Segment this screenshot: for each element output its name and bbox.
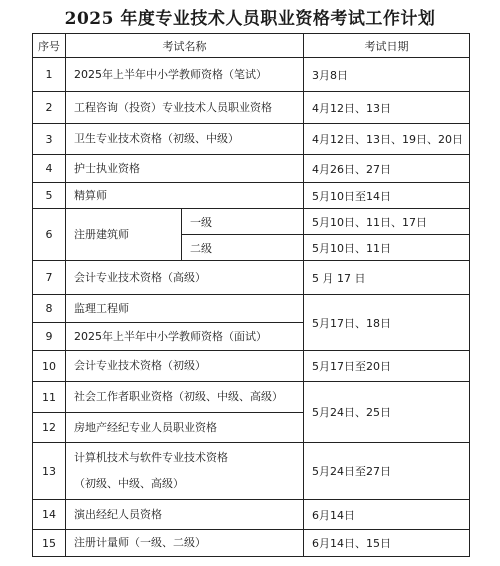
- exam-name: 护士执业资格: [66, 155, 304, 183]
- header-no: 序号: [33, 34, 66, 58]
- exam-date: 5月24日至27日: [304, 443, 470, 500]
- table-row: [33, 155, 470, 183]
- exam-level: 一级: [182, 209, 304, 235]
- table-row: [33, 92, 470, 124]
- row-no: 12: [33, 413, 66, 443]
- exam-date: 4月12日、13日、19日、20日: [304, 124, 470, 155]
- table-row: [33, 183, 470, 209]
- table-row: [33, 530, 470, 557]
- exam-level: 二级: [182, 235, 304, 261]
- exam-name-line: 计算机技术与软件专业技术资格: [74, 451, 228, 464]
- exam-date: 4月12日、13日: [304, 92, 470, 124]
- exam-date: 5月10日至14日: [304, 183, 470, 209]
- row-no: 7: [33, 261, 66, 295]
- table-row: [33, 351, 470, 382]
- exam-name: [66, 443, 304, 500]
- header-name: 考试名称: [66, 34, 304, 58]
- exam-name: 工程咨询（投资）专业技术人员职业资格: [66, 92, 304, 124]
- exam-date: 5 月 17 日: [304, 261, 470, 295]
- table-row: [33, 382, 470, 413]
- row-no: 4: [33, 155, 66, 183]
- exam-name: 2025年上半年中小学教师资格（面试）: [66, 323, 304, 351]
- row-no: 6: [33, 209, 66, 261]
- row-no: 5: [33, 183, 66, 209]
- exam-name: 演出经纪人员资格: [66, 500, 304, 530]
- row-no: 8: [33, 295, 66, 323]
- table-row: [33, 443, 470, 500]
- exam-name: 会计专业技术资格（高级）: [66, 261, 304, 295]
- row-no: 9: [33, 323, 66, 351]
- exam-date: 5月10日、11日: [304, 235, 470, 261]
- header-date: 考试日期: [304, 34, 470, 58]
- row-no: 10: [33, 351, 66, 382]
- exam-name: 监理工程师: [66, 295, 304, 323]
- exam-name: 卫生专业技术资格（初级、中级）: [66, 124, 304, 155]
- table-row: [33, 295, 470, 323]
- exam-date: 5月17日至20日: [304, 351, 470, 382]
- row-no: 11: [33, 382, 66, 413]
- header-row: [33, 34, 470, 58]
- exam-name: 2025年上半年中小学教师资格（笔试）: [66, 58, 304, 92]
- exam-date: 5月10日、11日、17日: [304, 209, 470, 235]
- exam-date: 6月14日、15日: [304, 530, 470, 557]
- exam-schedule-table: [32, 33, 470, 557]
- row-no: 3: [33, 124, 66, 155]
- row-no: 15: [33, 530, 66, 557]
- exam-date: 5月24日、25日: [304, 382, 470, 443]
- exam-name-line: （初级、中级、高级）: [74, 477, 184, 490]
- table-row: [33, 209, 470, 235]
- table-row: [33, 124, 470, 155]
- exam-name: 房地产经纪专业人员职业资格: [66, 413, 304, 443]
- exam-name: 会计专业技术资格（初级）: [66, 351, 304, 382]
- table-row: [33, 261, 470, 295]
- exam-date: 6月14日: [304, 500, 470, 530]
- table-row: [33, 58, 470, 92]
- page-title: 2025 年度专业技术人员职业资格考试工作计划: [64, 9, 436, 29]
- table-row: [33, 500, 470, 530]
- row-no: 13: [33, 443, 66, 500]
- exam-date: 5月17日、18日: [304, 295, 470, 351]
- row-no: 2: [33, 92, 66, 124]
- exam-name: 精算师: [66, 183, 304, 209]
- exam-date: 3月8日: [304, 58, 470, 92]
- row-no: 1: [33, 58, 66, 92]
- row-no: 14: [33, 500, 66, 530]
- exam-date: 4月26日、27日: [304, 155, 470, 183]
- exam-name: 注册计量师（一级、二级）: [66, 530, 304, 557]
- exam-name: 社会工作者职业资格（初级、中级、高级）: [66, 382, 304, 413]
- exam-name: 注册建筑师: [66, 209, 182, 261]
